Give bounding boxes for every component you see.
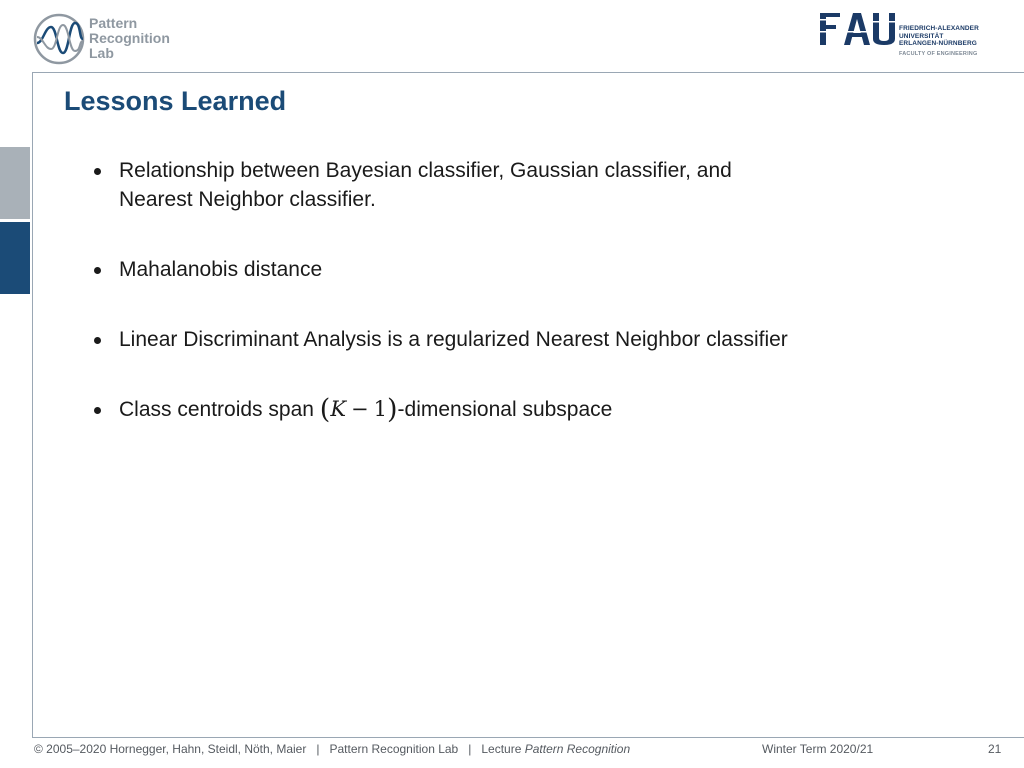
bullet-dot-icon (94, 407, 101, 414)
lab-logo (33, 13, 193, 65)
math-close-paren: ) (387, 394, 398, 425)
footer (34, 742, 1014, 760)
frame-bottom-line (32, 737, 1024, 738)
footer-copyright: © 2005–2020 Hornegger, Hahn, Steidl, Nöth, Maier (34, 742, 307, 756)
bullet-text-before: Class centroids span (119, 398, 320, 421)
footer-separator: | (468, 742, 472, 756)
frame-left-line (32, 72, 33, 737)
math-open-paren: ( (319, 394, 331, 425)
fau-logo (820, 12, 1000, 62)
bullet-item (92, 156, 912, 214)
fau-mark-icon (820, 12, 895, 46)
bullet-text-line2: Nearest Neighbor classifier. (119, 188, 376, 211)
bullet-dot-icon (94, 337, 101, 344)
slide-title: Lessons Learned (64, 86, 287, 116)
fau-faculty: FACULTY OF ENGINEERING (899, 51, 978, 57)
math-number: 1 (373, 397, 387, 421)
lab-logo-line1: Pattern (89, 15, 138, 31)
bullet-text: Mahalanobis distance (119, 258, 323, 281)
bullet-item (92, 395, 912, 424)
lab-logo-icon (33, 13, 85, 65)
fau-line2: UNIVERSITÄT (899, 32, 944, 40)
lab-logo-line3: Lab (89, 45, 114, 61)
footer-lab: Pattern Recognition Lab (329, 742, 459, 756)
footer-lecture-prefix: Lecture (481, 742, 522, 756)
math-operator: − (351, 397, 369, 421)
footer-credits (34, 742, 630, 756)
side-tab-gray (0, 147, 30, 219)
bullet-text-after: -dimensional subspace (397, 398, 613, 421)
lab-logo-text (89, 16, 170, 61)
bullet-item (92, 325, 912, 354)
fau-university-name (899, 25, 979, 48)
bullet-dot-icon (94, 168, 101, 175)
side-tab-blue (0, 222, 30, 294)
footer-page-number: 21 (988, 742, 1002, 756)
lab-logo-line2: Recognition (89, 30, 170, 46)
bullet-list (92, 156, 912, 465)
bullet-text: Relationship between Bayesian classifier, Gaussian classifier, and (119, 159, 732, 182)
footer-term: Winter Term 2020/21 (762, 742, 874, 756)
fau-line3: ERLANGEN-NÜRNBERG (899, 40, 977, 47)
frame-top-line (32, 72, 1024, 73)
footer-lecture-name: Pattern Recognition (524, 742, 631, 756)
footer-separator: | (316, 742, 320, 756)
bullet-text: Linear Discriminant Analysis is a regularized Nearest Neighbor classifier (119, 328, 788, 351)
math-variable: K (330, 397, 347, 421)
fau-line1: FRIEDRICH-ALEXANDER (899, 25, 979, 32)
bullet-item (92, 255, 912, 284)
bullet-dot-icon (94, 267, 101, 274)
